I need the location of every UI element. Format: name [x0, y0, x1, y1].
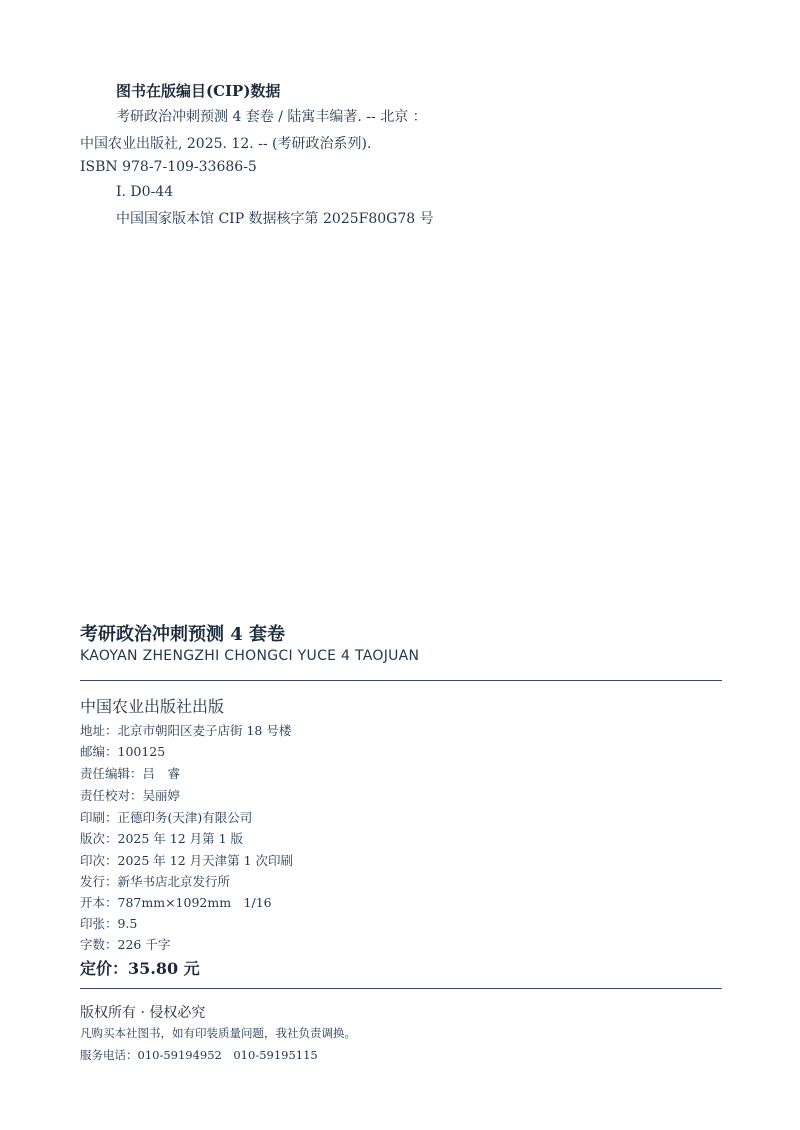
- imprint-address: 地址：北京市朝阳区麦子店街 18 号楼: [80, 723, 292, 738]
- cip-line-publisher: 中国农业出版社, 2025. 12. -- (考研政治系列).: [80, 136, 372, 152]
- cip-line-title: 考研政治冲刺预测 4 套卷 / 陆寓丰编著. -- 北京 ：: [116, 109, 427, 125]
- quality-notice: 凡购买本社图书，如有印装质量问题，我社负责调换。: [80, 1026, 356, 1040]
- book-title: 考研政治冲刺预测 4 套卷: [80, 624, 286, 645]
- imprint-format: 开本：787mm×1092mm 1/16: [80, 895, 272, 910]
- imprint-proofreader: 责任校对：吴丽婷: [80, 788, 181, 803]
- imprint-printer: 印刷：正德印务(天津)有限公司: [80, 810, 253, 825]
- cip-line-isbn: ISBN 978-7-109-33686-5: [80, 159, 257, 175]
- imprint-editor: 责任编辑：吕 睿: [80, 766, 181, 781]
- book-title-pinyin: KAOYAN ZHENGZHI CHONGCI YUCE 4 TAOJUAN: [80, 648, 420, 664]
- imprint-printing: 印次：2025 年 12 月天津第 1 次印刷: [80, 853, 294, 868]
- imprint-edition: 版次：2025 年 12 月第 1 版: [80, 831, 244, 846]
- cip-heading: 图书在版编目(CIP)数据: [116, 82, 281, 100]
- imprint-sheets: 印张：9.5: [80, 916, 138, 931]
- divider-rule: [80, 988, 722, 989]
- imprint-postcode: 邮编：100125: [80, 744, 166, 759]
- service-phone: 服务电话：010-59194952 010-59195115: [80, 1048, 318, 1062]
- divider-rule: [80, 680, 722, 681]
- imprint-word-count: 字数：226 千字: [80, 937, 171, 952]
- cip-line-record-number: 中国国家版本馆 CIP 数据核字第 2025F80G78 号: [116, 211, 434, 227]
- imprint-distributor: 发行：新华书店北京发行所: [80, 874, 231, 889]
- imprint-price: 定价：35.80 元: [80, 959, 200, 978]
- copyright-notice: 版权所有 · 侵权必究: [80, 1005, 206, 1021]
- cip-line-classification: Ⅰ. D0-44: [116, 184, 174, 200]
- publisher-line: 中国农业出版社出版: [80, 697, 225, 716]
